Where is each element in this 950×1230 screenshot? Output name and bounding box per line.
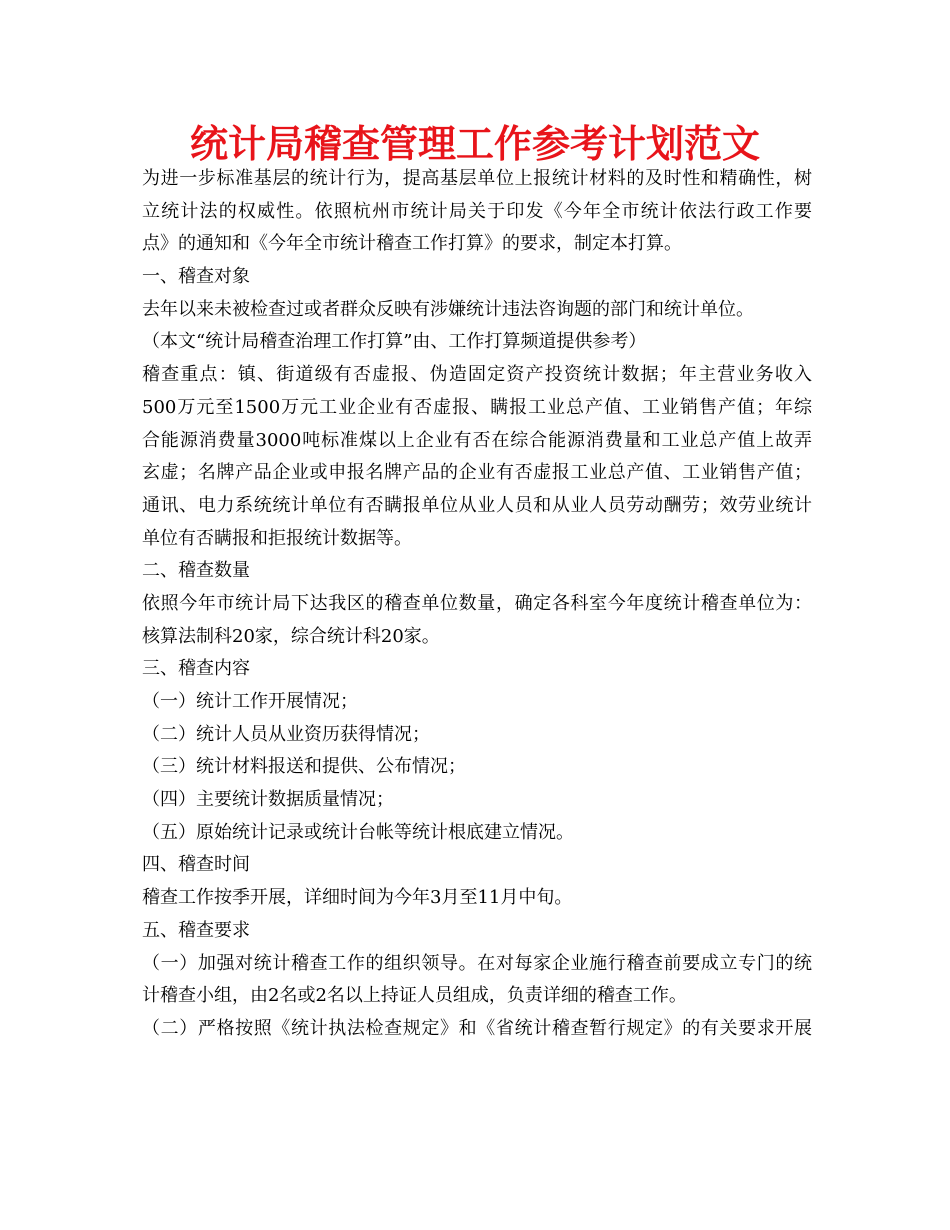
text-line: （二）统计人员从业资历获得情况； xyxy=(142,723,430,745)
text-line: 一、稽查对象 xyxy=(142,266,250,288)
text-line: 稽查重点：镇、街道级有否虚报、伪造固定资产投资统计数据；年主营业务收入 xyxy=(142,364,812,386)
text-line: 去年以来未被检查过或者群众反映有涉嫌统计违法咨询题的部门和统计单位。 xyxy=(142,298,754,320)
text-line: 500万元至1500万元工业企业有否虚报、瞒报工业总产值、工业销售产值；年综 xyxy=(142,396,812,418)
text-line: （一）统计工作开展情况； xyxy=(142,691,358,712)
text-line: 依照今年市统计局下达我区的稽查单位数量，确定各科室今年度统计稽查单位为： xyxy=(142,592,812,614)
text-line: 立统计法的权威性。依照杭州市统计局关于印发《今年全市统计依法行政工作要 xyxy=(142,200,812,222)
text-line: 五、稽查要求 xyxy=(142,919,250,941)
text-line: （四）主要统计数据质量情况； xyxy=(142,789,394,811)
text-line: 合能源消费量3000吨标准煤以上企业有否在综合能源消费量和工业总产值上故弄 xyxy=(142,429,812,451)
text-line: （二）严格按照《统计执法检查规定》和《省统计稽查暂行规定》的有关要求开展 xyxy=(142,1017,812,1039)
text-line: （五）原始统计记录或统计台帐等统计根底建立情况。 xyxy=(142,821,574,843)
document-title: 统计局稽查管理工作参考计划范文 xyxy=(189,122,760,166)
text-line: 核算法制科20家，综合统计科20家。 xyxy=(142,625,440,647)
text-line: 通讯、电力系统统计单位有否瞒报单位从业人员和从业人员劳动酬劳；效劳业统计 xyxy=(142,494,812,516)
text-line: 单位有否瞒报和拒报统计数据等。 xyxy=(142,527,412,549)
text-line: （本文“统计局稽查治理工作打算”由、工作打算频道提供参考） xyxy=(142,331,647,353)
text-line: 四、稽查时间 xyxy=(142,854,250,876)
text-line: 三、稽查内容 xyxy=(142,658,250,680)
text-line: 为进一步标准基层的统计行为，提高基层单位上报统计材料的及时性和精确性，树 xyxy=(142,168,812,189)
text-line: 计稽查小组，由2名或2名以上持证人员组成，负责详细的稽查工作。 xyxy=(142,985,687,1007)
text-line: 点》的通知和《今年全市统计稽查工作打算》的要求，制定本打算。 xyxy=(142,233,682,255)
text-line: （一）加强对统计稽查工作的组织领导。在对每家企业施行稽查前要成立专门的统 xyxy=(142,952,812,974)
text-line: 玄虚；名牌产品企业或申报名牌产品的企业有否虚报工业总产值、工业销售产值； xyxy=(142,462,812,484)
document-body xyxy=(142,163,812,1046)
text-line: 二、稽查数量 xyxy=(142,560,250,582)
text-line: 稽查工作按季开展，详细时间为今年3月至11月中旬。 xyxy=(142,887,573,909)
text-line: （三）统计材料报送和提供、公布情况； xyxy=(142,756,466,778)
